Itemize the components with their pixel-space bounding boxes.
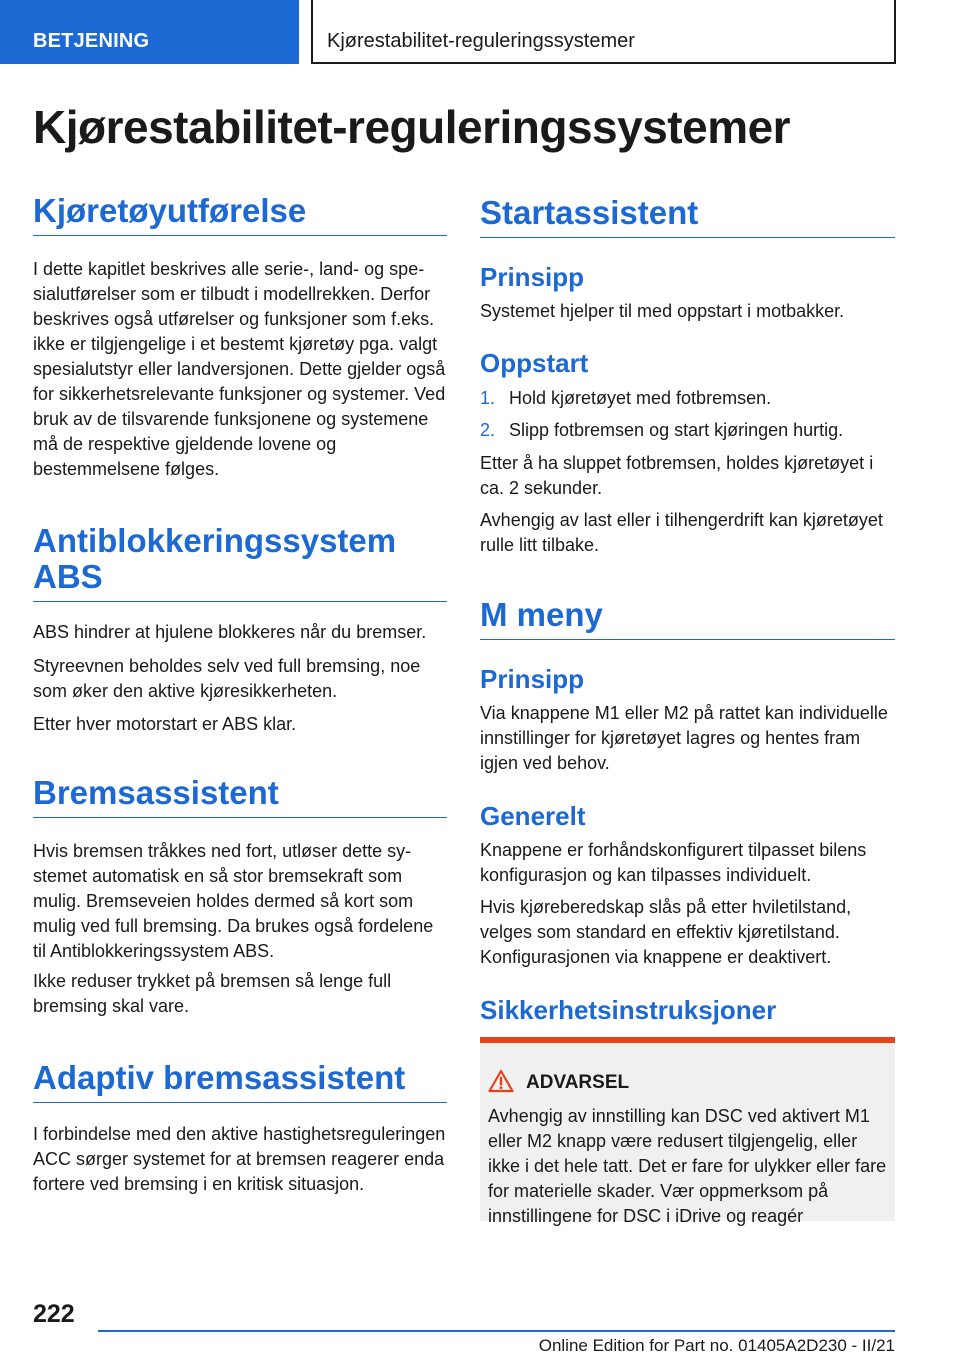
abs-paragraph-3: Etter hver motorstart er ABS klar.: [33, 714, 297, 734]
m-menu-general-text: Knappene er forhåndskonfigurert tilpasset bilens konfigurasjon og kan tilpasses individuelt.: [480, 840, 867, 885]
warning-text: Avhengig av innstilling kan DSC ved aktivert M1 eller M2 knapp være redusert tilgjengelig, eller ikke i det hele tatt. Det er fare for ulykker eller fare for materielle skader. Vær oppmerksom på innstillingene for DSC i iDrive og reagér: [488, 1106, 887, 1226]
section-heading-adaptive-brake-assist: Adaptiv bremsassistent: [33, 1060, 447, 1103]
header-section-tab: [0, 0, 299, 64]
warning-title: ADVARSEL: [526, 1072, 630, 1093]
section-heading-m-menu: M meny: [480, 597, 895, 640]
start-assist-paragraph-3: Avhengig av last eller i tilhengerdrift kan kjøretøyet rulle litt tilbake.: [480, 510, 883, 555]
section-heading-vehicle-version: Kjøretøyutførelse: [33, 193, 447, 236]
start-assist-paragraph-2: Etter å ha sluppet fotbremsen, holdes kjøretøyet i ca. 2 sekunder.: [480, 453, 874, 498]
start-assist-principle-heading: Prinsipp: [480, 262, 585, 292]
header-chapter-label: Kjørestabilitet-reguleringssystemer: [327, 30, 635, 52]
start-assist-principle-text: Systemet hjelper til med oppstart i motbakker.: [480, 301, 845, 321]
section-heading-start-assist: Startassistent: [480, 195, 895, 238]
brake-assist-paragraph-2: Ikke reduser trykket på bremsen så lenge full bremsing skal vare.: [33, 971, 392, 1016]
header-section-label: BETJENING: [33, 30, 150, 52]
m-menu-principle-heading: Prinsipp: [480, 664, 585, 694]
adaptive-brake-assist-paragraph: I forbindelse med den aktive hastighetsreguleringen ACC sørger systemet for at bremsen reagerer enda fortere ved bremsing i en kritisk situasjon.: [33, 1124, 446, 1194]
m-menu-general-heading: Generelt: [480, 801, 586, 831]
list-item-text: Hold kjøretøyet med fotbremsen.: [509, 388, 772, 408]
brake-assist-paragraph-1: Hvis bremsen tråkkes ned fort, utløser dette systemet automatisk en så stor bremsekraft som mulig. Bremseveien holdes dermed så kort som mulig ved full bremsing. Da brukes også fordelene til Antiblokkeringssystem ABS.: [33, 841, 434, 961]
list-item-number: 1.: [480, 388, 496, 408]
footer-edition: Online Edition for Part no. 01405A2D230 - II/21: [538, 1336, 895, 1355]
page-title: Kjørestabilitet-reguleringssystemer: [33, 101, 791, 153]
section-text-vehicle-version: I dette kapitlet beskrives alle serie-, land- og spesialutførelser som er tilbudt i modellrekken. Derfor beskrives også utførelser og funksjoner som f.eks. ikke er tilgjengelige i et bestemt kjøretøy pga. valgt spesialutstyr eller landversjonen. Dette gjelder også for sikkerhetsrelevante funksjoner og systemer. Ved bruk av de tilsvarende funksjonene og systemene må de respektive gjeldende lovene og bestemmelsene følges.: [33, 259, 446, 479]
list-item-text: Slipp fotbremsen og start kjøringen hurtig.: [509, 420, 844, 440]
m-menu-general-text-2: Hvis kjøreberedskap slås på etter hviletilstand, velges som standard en effektiv kjøretilstand. Konfigurasjonen via knappene er deaktivert.: [480, 897, 852, 967]
section-heading-brake-assist: Bremsassistent: [33, 775, 447, 818]
header-chapter-tab: [311, 0, 896, 64]
m-menu-safety-heading: Sikkerhetsinstruksjoner: [480, 995, 777, 1025]
footer-divider: [98, 1330, 895, 1332]
abs-paragraph-1: ABS hindrer at hjulene blokkeres når du bremser.: [33, 622, 427, 642]
m-menu-principle-text: Via knappene M1 eller M2 på rattet kan individuelle innstillinger for kjøretøyet lagres og hentes fram igjen ved behov.: [480, 703, 888, 773]
warning-box: [480, 1037, 895, 1226]
section-heading-abs: Antiblokkeringssystem ABS: [33, 523, 447, 602]
start-assist-startup-heading: Oppstart: [480, 348, 589, 378]
warning-triangle-icon: [488, 1069, 514, 1093]
list-item-number: 2.: [480, 420, 496, 440]
abs-paragraph-2: Styreevnen beholdes selv ved full bremsing, noe som øker den aktive kjøresikkerheten.: [33, 656, 421, 701]
page-number: 222: [33, 1300, 75, 1328]
